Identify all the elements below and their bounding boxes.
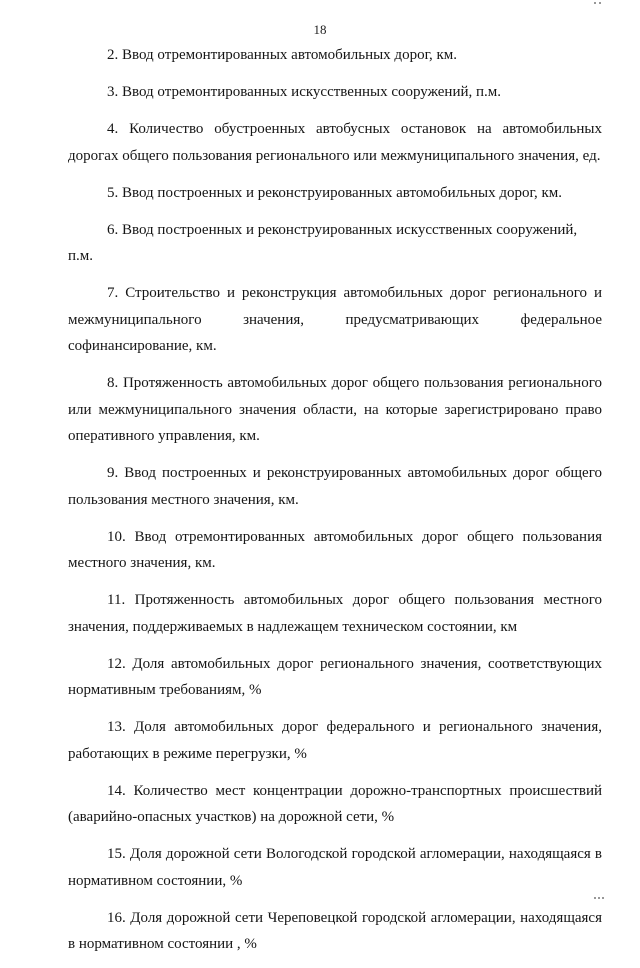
list-item: 6. Ввод построенных и реконструированных искусственных сооружений, п.м.	[68, 221, 578, 264]
list-item: 7. Строительство и реконструкция автомобильных дорог регионального и межмуниципального значения, предусматривающих федеральное софинансирование, км.	[68, 285, 602, 354]
list-item: 2. Ввод отремонтированных автомобильных дорог, км.	[107, 47, 458, 63]
list-item: 4. Количество обустроенных автобусных остановок на автомобильных дорогах общего пользования регионального или межмуниципального значения, ед.	[68, 121, 602, 164]
list-item: 11. Протяженность автомобильных дорог общего пользования местного значения, поддерживаемых в надлежащем техническом состоянии, км	[68, 592, 602, 635]
list-item: 13. Доля автомобильных дорог федерального и регионального значения, работающих в режиме перегрузки, %	[68, 719, 602, 762]
list-item: 16. Доля дорожной сети Череповецкой городской агломерации, находящаяся в нормативном состоянии , %	[68, 909, 602, 952]
scan-mark-bottom	[594, 897, 604, 899]
scan-mark-top	[594, 2, 604, 4]
page-number: 18	[313, 22, 327, 37]
list-item: 9. Ввод построенных и реконструированных автомобильных дорог общего пользования местного значения, км.	[68, 465, 602, 508]
list-item: 5. Ввод построенных и реконструированных автомобильных дорог, км.	[107, 184, 562, 201]
list-item: 12. Доля автомобильных дорог регионального значения, соответствующих нормативным требованиям, %	[68, 655, 602, 698]
list-item: 3. Ввод отремонтированных искусственных сооружений, п.м.	[107, 84, 502, 100]
list-item: 15. Доля дорожной сети Вологодской городской агломерации, находящаяся в нормативном состоянии, %	[68, 846, 602, 889]
indicator-list	[68, 42, 602, 968]
list-item: 8. Протяженность автомобильных дорог общего пользования регионального или межмуниципального значения области, на которые зарегистрировано право оперативного управления, км.	[68, 375, 602, 444]
list-item: 14. Количество мест концентрации дорожно-транспортных происшествий (аварийно-опасных участков) на дорожной сети, %	[68, 782, 602, 825]
list-item: 10. Ввод отремонтированных автомобильных дорог общего пользования местного значения, км.	[68, 528, 602, 571]
